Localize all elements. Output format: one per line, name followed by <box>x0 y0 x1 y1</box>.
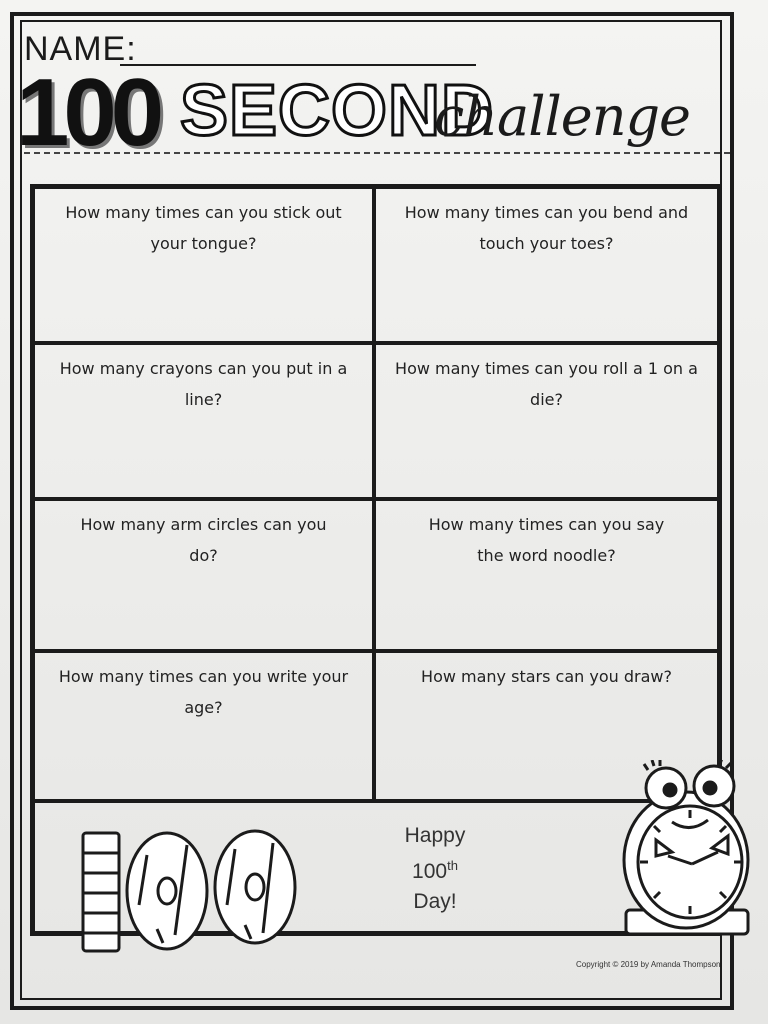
challenge-text: How many crayons can you put in a line? <box>59 359 348 409</box>
challenge-cell-3[interactable] <box>35 345 376 501</box>
title-number: 100 <box>16 59 159 166</box>
title-word: SECOND <box>180 71 495 151</box>
happy-suffix: th <box>447 858 458 873</box>
challenge-text: How many times can you stick out your tongue? <box>65 203 342 253</box>
happy-line-3: Day! <box>413 890 457 913</box>
challenge-text: How many times can you roll a 1 on a die? <box>395 359 698 409</box>
challenge-cell-5[interactable] <box>35 501 376 653</box>
challenge-cell-4[interactable] <box>376 345 717 501</box>
challenge-text: How many times can you write your age? <box>58 667 349 717</box>
challenge-text: How many arm circles can you do? <box>80 515 327 565</box>
clock-character-icon <box>608 760 754 946</box>
challenge-cell-7[interactable] <box>35 653 376 803</box>
title-script: challenge <box>434 85 691 148</box>
doughnut-100-icon <box>77 825 307 955</box>
happy-number: 100 <box>412 860 448 883</box>
name-label: NAME: <box>24 30 137 68</box>
happy-line-2 <box>385 851 485 887</box>
challenge-cell-6[interactable] <box>376 501 717 653</box>
copyright-text: Copyright © 2019 by Amanda Thompson <box>576 960 721 969</box>
happy-line-1: Happy <box>404 824 466 847</box>
happy-100th-day-text <box>385 821 485 917</box>
challenge-cell-1[interactable] <box>35 189 376 345</box>
challenge-cell-2[interactable] <box>376 189 717 345</box>
challenge-text: How many times can you say the word noodle? <box>428 515 665 565</box>
title-divider <box>24 152 730 154</box>
challenge-text: How many times can you bend and touch your toes? <box>404 203 689 253</box>
challenge-text: How many stars can you draw? <box>421 667 672 686</box>
